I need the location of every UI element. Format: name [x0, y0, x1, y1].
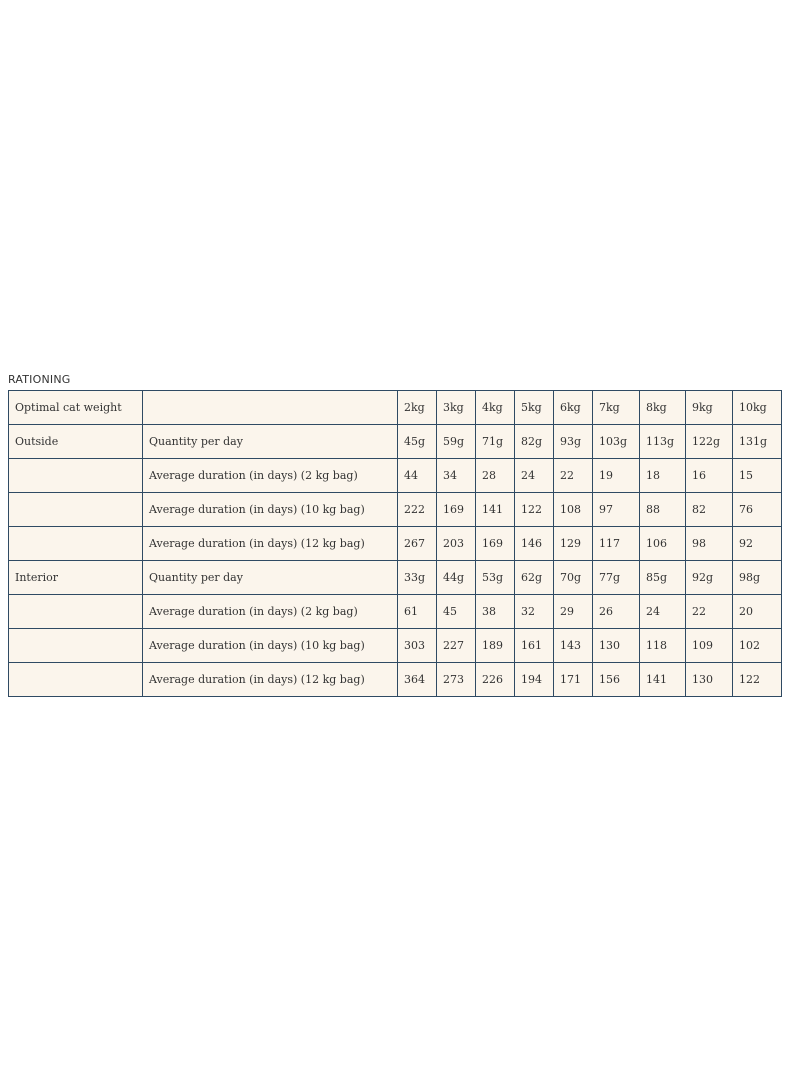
- value-cell: 76: [733, 493, 782, 527]
- value-cell: 16: [686, 459, 733, 493]
- group-cell: [9, 663, 143, 697]
- value-cell: 33g: [398, 561, 437, 595]
- value-cell: 38: [476, 595, 515, 629]
- metric-cell: Average duration (in days) (12 kg bag): [143, 663, 398, 697]
- value-cell: 103g: [593, 425, 640, 459]
- value-cell: 141: [476, 493, 515, 527]
- value-cell: 226: [476, 663, 515, 697]
- value-cell: 303: [398, 629, 437, 663]
- value-cell: 130: [593, 629, 640, 663]
- metric-cell: Quantity per day: [143, 561, 398, 595]
- value-cell: 113g: [640, 425, 686, 459]
- value-cell: 88: [640, 493, 686, 527]
- group-cell: [9, 629, 143, 663]
- value-cell: 194: [515, 663, 554, 697]
- value-cell: 169: [437, 493, 476, 527]
- value-cell: 117: [593, 527, 640, 561]
- value-cell: 85g: [640, 561, 686, 595]
- value-cell: 129: [554, 527, 593, 561]
- value-cell: 24: [640, 595, 686, 629]
- value-cell: 24: [515, 459, 554, 493]
- metric-cell: Average duration (in days) (10 kg bag): [143, 629, 398, 663]
- value-cell: 102: [733, 629, 782, 663]
- group-cell: [9, 527, 143, 561]
- value-cell: 227: [437, 629, 476, 663]
- table-row: [9, 629, 782, 663]
- header-empty-cell: [143, 391, 398, 425]
- value-cell: 61: [398, 595, 437, 629]
- header-label-cell: Optimal cat weight: [9, 391, 143, 425]
- value-cell: 364: [398, 663, 437, 697]
- value-cell: 98g: [733, 561, 782, 595]
- weight-header-cell: 10kg: [733, 391, 782, 425]
- table-row: [9, 663, 782, 697]
- value-cell: 141: [640, 663, 686, 697]
- value-cell: 122: [733, 663, 782, 697]
- value-cell: 122: [515, 493, 554, 527]
- value-cell: 71g: [476, 425, 515, 459]
- weight-header-cell: 2kg: [398, 391, 437, 425]
- value-cell: 28: [476, 459, 515, 493]
- value-cell: 92g: [686, 561, 733, 595]
- value-cell: 26: [593, 595, 640, 629]
- weight-header-cell: 6kg: [554, 391, 593, 425]
- weight-header-cell: 5kg: [515, 391, 554, 425]
- value-cell: 273: [437, 663, 476, 697]
- table-row: [9, 493, 782, 527]
- value-cell: 22: [554, 459, 593, 493]
- table-row: [9, 595, 782, 629]
- value-cell: 82: [686, 493, 733, 527]
- value-cell: 19: [593, 459, 640, 493]
- value-cell: 108: [554, 493, 593, 527]
- value-cell: 118: [640, 629, 686, 663]
- value-cell: 143: [554, 629, 593, 663]
- metric-cell: Average duration (in days) (12 kg bag): [143, 527, 398, 561]
- group-cell: [9, 493, 143, 527]
- value-cell: 92: [733, 527, 782, 561]
- weight-header-cell: 9kg: [686, 391, 733, 425]
- value-cell: 97: [593, 493, 640, 527]
- value-cell: 53g: [476, 561, 515, 595]
- value-cell: 122g: [686, 425, 733, 459]
- weight-header-cell: 4kg: [476, 391, 515, 425]
- value-cell: 131g: [733, 425, 782, 459]
- metric-cell: Quantity per day: [143, 425, 398, 459]
- metric-cell: Average duration (in days) (10 kg bag): [143, 493, 398, 527]
- value-cell: 15: [733, 459, 782, 493]
- value-cell: 267: [398, 527, 437, 561]
- value-cell: 109: [686, 629, 733, 663]
- value-cell: 82g: [515, 425, 554, 459]
- section-heading: RATIONING: [8, 373, 71, 386]
- table-row: [9, 425, 782, 459]
- table-row: [9, 459, 782, 493]
- value-cell: 222: [398, 493, 437, 527]
- group-cell: [9, 459, 143, 493]
- value-cell: 156: [593, 663, 640, 697]
- value-cell: 32: [515, 595, 554, 629]
- value-cell: 70g: [554, 561, 593, 595]
- group-cell: Interior: [9, 561, 143, 595]
- value-cell: 22: [686, 595, 733, 629]
- value-cell: 20: [733, 595, 782, 629]
- metric-cell: Average duration (in days) (2 kg bag): [143, 459, 398, 493]
- group-cell: [9, 595, 143, 629]
- table-header-row: [9, 391, 782, 425]
- metric-cell: Average duration (in days) (2 kg bag): [143, 595, 398, 629]
- table-row: [9, 561, 782, 595]
- value-cell: 161: [515, 629, 554, 663]
- value-cell: 45: [437, 595, 476, 629]
- value-cell: 189: [476, 629, 515, 663]
- value-cell: 169: [476, 527, 515, 561]
- value-cell: 93g: [554, 425, 593, 459]
- weight-header-cell: 7kg: [593, 391, 640, 425]
- value-cell: 45g: [398, 425, 437, 459]
- value-cell: 203: [437, 527, 476, 561]
- value-cell: 44g: [437, 561, 476, 595]
- value-cell: 106: [640, 527, 686, 561]
- value-cell: 62g: [515, 561, 554, 595]
- value-cell: 59g: [437, 425, 476, 459]
- value-cell: 29: [554, 595, 593, 629]
- value-cell: 77g: [593, 561, 640, 595]
- weight-header-cell: 8kg: [640, 391, 686, 425]
- value-cell: 171: [554, 663, 593, 697]
- rationing-table: [8, 390, 782, 697]
- value-cell: 98: [686, 527, 733, 561]
- value-cell: 130: [686, 663, 733, 697]
- group-cell: Outside: [9, 425, 143, 459]
- value-cell: 34: [437, 459, 476, 493]
- value-cell: 44: [398, 459, 437, 493]
- weight-header-cell: 3kg: [437, 391, 476, 425]
- value-cell: 18: [640, 459, 686, 493]
- value-cell: 146: [515, 527, 554, 561]
- table-row: [9, 527, 782, 561]
